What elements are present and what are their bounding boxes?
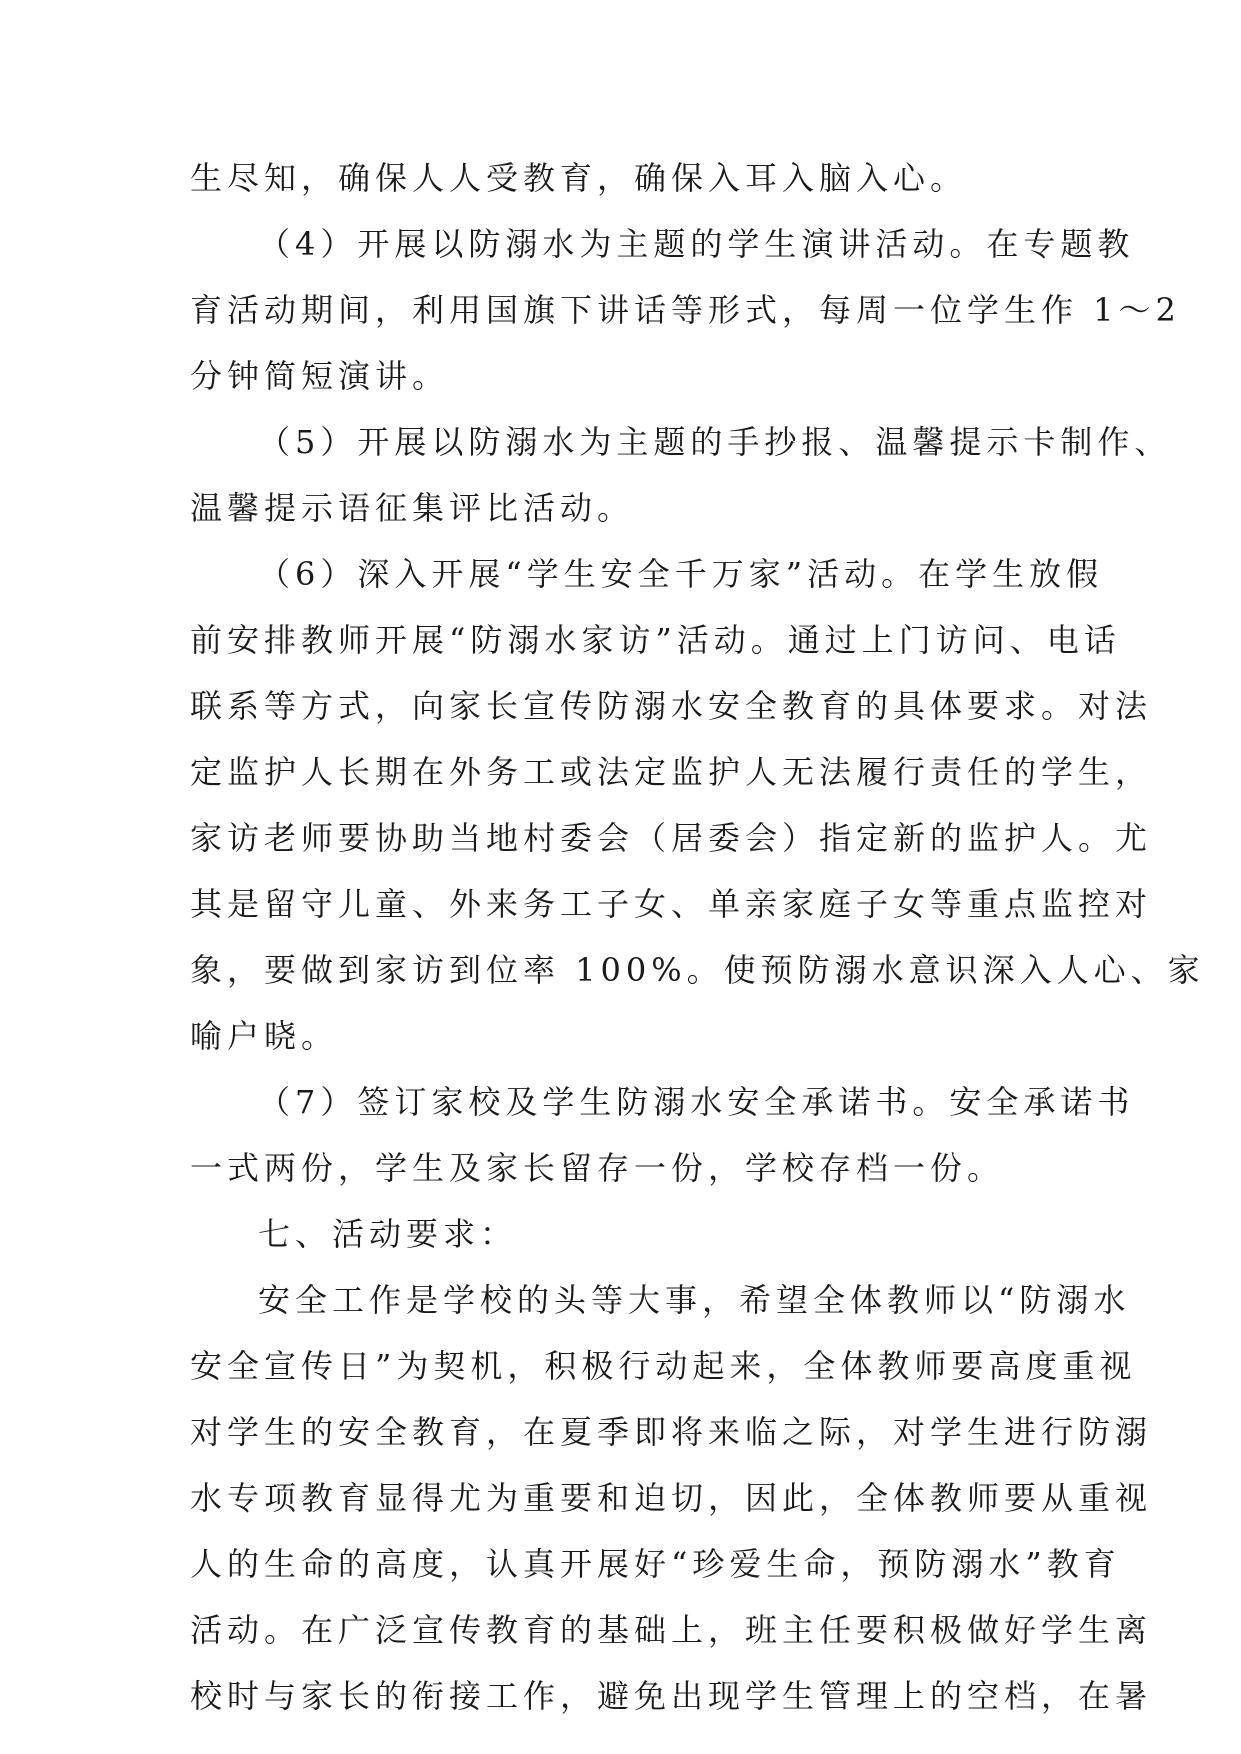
- text-line: 前安排教师开展“防溺水家访”活动。通过上门访问、电话: [190, 621, 1121, 659]
- section-heading: 七、活动要求：: [258, 1215, 518, 1253]
- text-line: 喻户晓。: [190, 1017, 339, 1055]
- text-line: （7）签订家校及学生防溺水安全承诺书。安全承诺书: [258, 1083, 1135, 1121]
- text-line: 对学生的安全教育，在夏季即将来临之际，对学生进行防溺: [190, 1413, 1153, 1451]
- text-line: 安全宣传日”为契机，积极行动起来，全体教师要高度重视: [190, 1347, 1137, 1385]
- text-line: 人的生命的高度，认真开展好“珍爱生命，预防溺水”教育: [190, 1545, 1121, 1583]
- text-line: 一式两份，学生及家长留存一份，学校存档一份。: [190, 1149, 1005, 1187]
- text-line: 定监护人长期在外务工或法定监护人无法履行责任的学生，: [190, 753, 1153, 791]
- text-line: （6）深入开展“学生安全千万家”活动。在学生放假: [258, 555, 1104, 593]
- text-line: 水专项教育显得尤为重要和迫切，因此，全体教师要从重视: [190, 1479, 1153, 1517]
- text-line: （5）开展以防溺水为主题的手抄报、温馨提示卡制作、: [258, 423, 1172, 461]
- text-line: 生尽知，确保人人受教育，确保入耳入脑入心。: [190, 159, 968, 197]
- text-line: 联系等方式，向家长宣传防溺水安全教育的具体要求。对法: [190, 687, 1153, 725]
- text-line: 象，要做到家访到位率 100%。使预防溺水意识深入人心、家: [190, 951, 1205, 989]
- text-line: 家访老师要协助当地村委会（居委会）指定新的监护人。尤: [190, 819, 1153, 857]
- text-line: 其是留守儿童、外来务工子女、单亲家庭子女等重点监控对: [190, 885, 1153, 923]
- text-line: 温馨提示语征集评比活动。: [190, 489, 635, 527]
- text-line: （4）开展以防溺水为主题的学生演讲活动。在专题教: [258, 225, 1135, 263]
- text-line: 安全工作是学校的头等大事，希望全体教师以“防溺水: [258, 1281, 1131, 1319]
- text-line: 活动。在广泛宣传教育的基础上，班主任要积极做好学生离: [190, 1611, 1153, 1649]
- text-line: 育活动期间，利用国旗下讲话等形式，每周一位学生作 1～2: [190, 291, 1181, 329]
- text-line: 校时与家长的衔接工作，避免出现学生管理上的空档，在暑: [190, 1677, 1153, 1715]
- text-line: 分钟简短演讲。: [190, 357, 450, 395]
